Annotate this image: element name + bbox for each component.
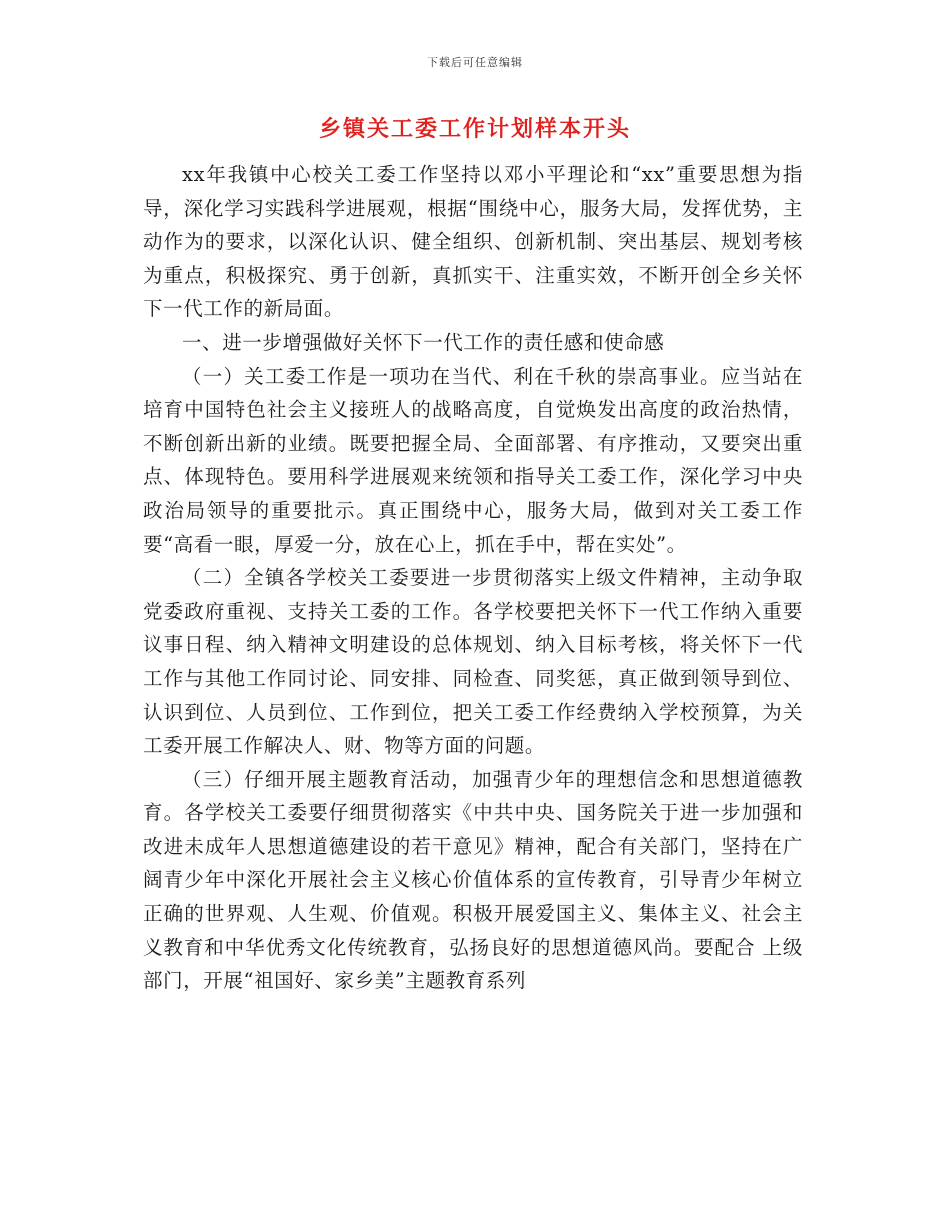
document-title: 乡镇关工委工作计划样本开头 xyxy=(318,116,631,142)
document-body xyxy=(143,158,803,998)
intro-paragraph: xx年我镇中心校关工委工作坚持以邓小平理论和“xx”重要思想为指导，深化学习实践科学进展观，根据“围绕中心，服务大局，发挥优势，主动作为的要求，以深化认识、健全组织、创新机制、突出基层、规划考核为重点，积极探究、勇于创新，真抓实干、注重实效，不断开创全乡关怀下一代工作的新局面。 xyxy=(143,163,803,321)
header-note: 下载后可任意编辑 xyxy=(427,56,523,69)
paragraph-item-2: （二）全镇各学校关工委要进一步贯彻落实上级文件精神，主动争取党委政府重视、支持关工委的工作。各学校要把关怀下一代工作纳入重要议事日程、纳入精神文明建设的总体规划、纳入目标考核，将关怀下一代工作与其他工作同讨论、同安排、同检查、同奖惩，真正做到领导到位、认识到位、人员到位、工作到位，把关工委工作经费纳入学校预算，为关工委开展工作解决人、财、物等方面的问题。 xyxy=(143,566,803,758)
paragraph-item-1: （一）关工委工作是一项功在当代、利在千秋的崇高事业。应当站在培育中国特色社会主义接班人的战略高度，自觉焕发出高度的政治热情，不断创新出新的业绩。既要把握全局、全面部署、有序推动，又要突出重点、体现特色。要用科学进展观来统领和指导关工委工作，深化学习中央政治局领导的重要批示。真正围绕中心，服务大局，做到对关工委工作要“高看一眼，厚爱一分，放在心上，抓在手中，帮在实处”。 xyxy=(143,364,803,556)
paragraph-item-3: （三）仔细开展主题教育活动，加强青少年的理想信念和思想道德教育。各学校关工委要仔细贯彻落实《中共中央、国务院关于进一步加强和改进未成年人思想道德建设的若干意见》精神，配合有关部门，坚持在广阔青少年中深化开展社会主义核心价值体系的宣传教育，引导青少年树立正确的世界观、人生观、价值观。积极开展爱国主义、集体主义、社会主义教育和中华优秀文化传统教育，弘扬良好的思想道德风尚。要配合 上级部门，开展“祖国好、家乡美”主题教育系列 xyxy=(143,767,803,993)
section-heading-1: 一、进一步增强做好关怀下一代工作的责任感和使命感 xyxy=(182,330,665,354)
